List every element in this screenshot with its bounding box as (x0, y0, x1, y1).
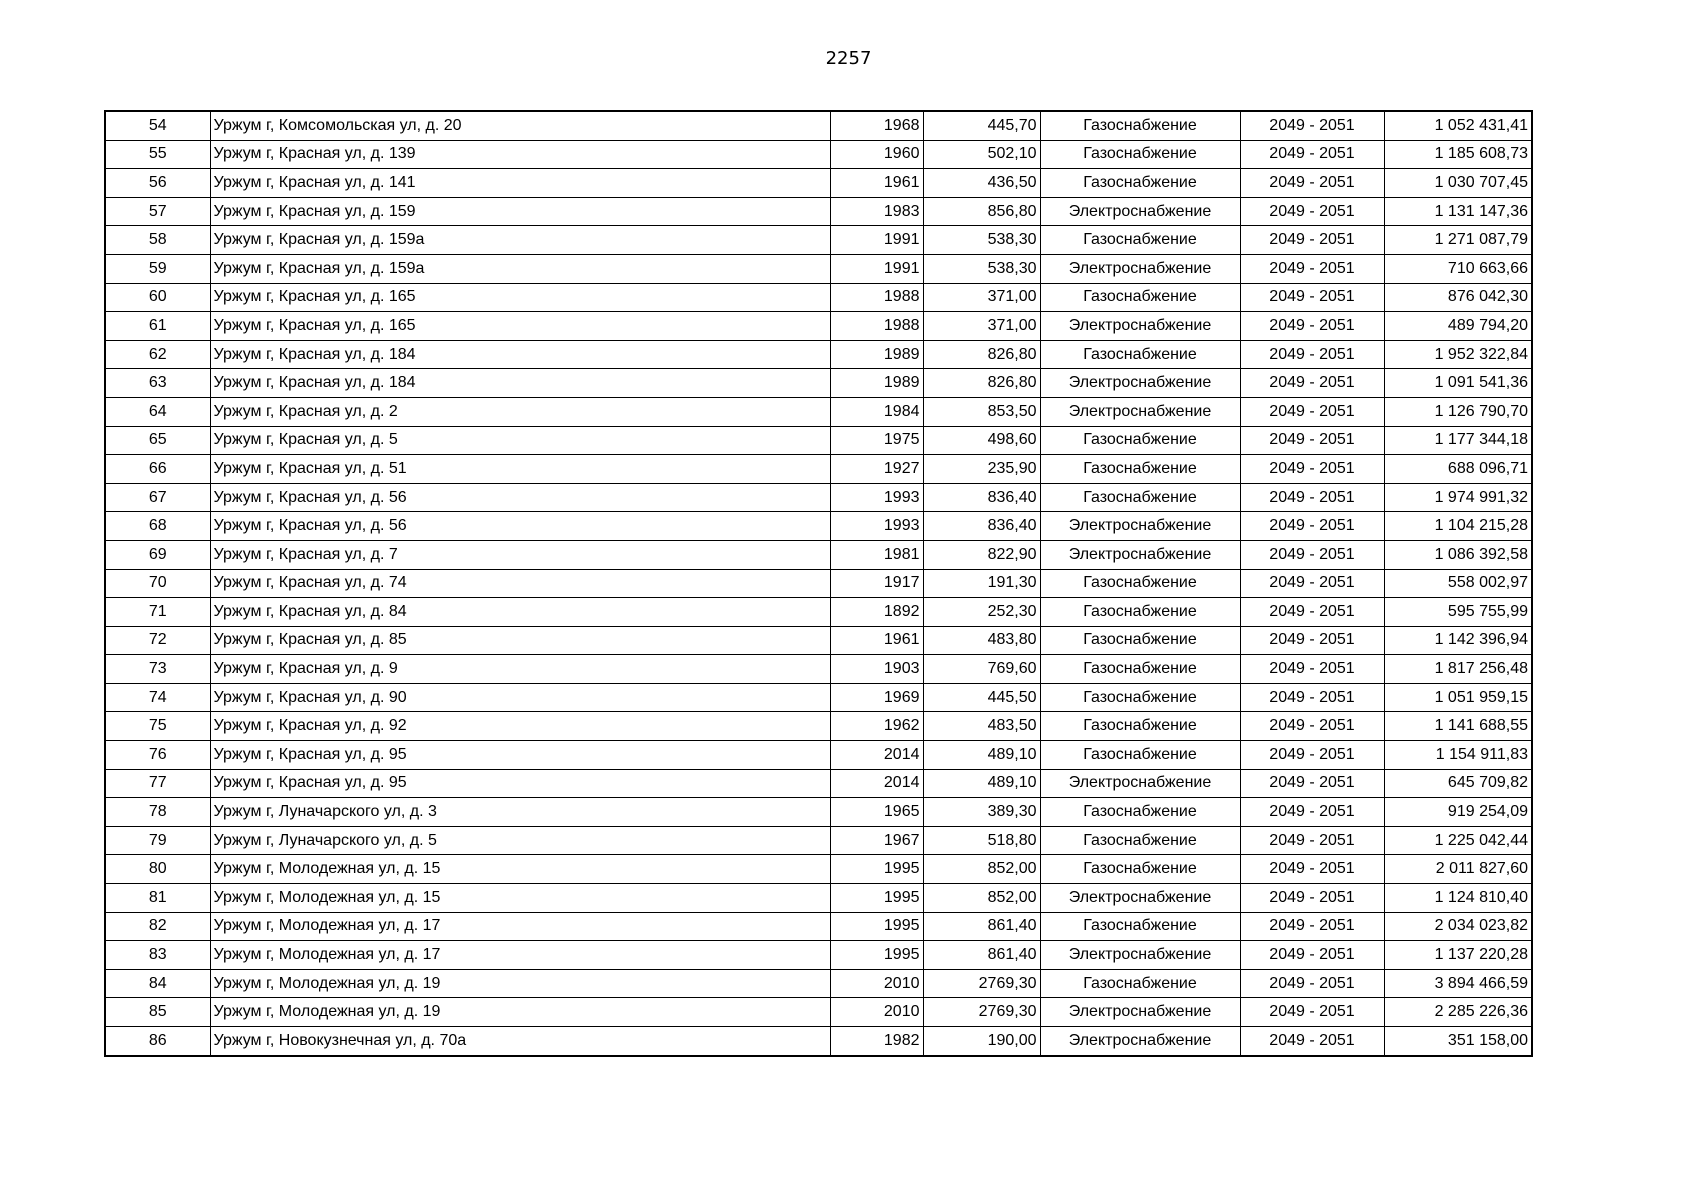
area-cell: 502,10 (923, 140, 1040, 169)
table-body (105, 111, 1532, 1056)
table-row (105, 655, 1532, 684)
year-built-cell: 1995 (830, 884, 923, 913)
table-row (105, 598, 1532, 627)
table-row (105, 340, 1532, 369)
period-cell: 2049 - 2051 (1240, 369, 1384, 398)
row-number-cell: 62 (105, 340, 210, 369)
address-cell: Уржум г, Красная ул, д. 74 (210, 569, 830, 598)
cost-cell: 1 952 322,84 (1384, 340, 1532, 369)
address-cell: Уржум г, Красная ул, д. 159а (210, 254, 830, 283)
year-built-cell: 1961 (830, 169, 923, 198)
period-cell: 2049 - 2051 (1240, 254, 1384, 283)
address-cell: Уржум г, Красная ул, д. 9 (210, 655, 830, 684)
year-built-cell: 1984 (830, 397, 923, 426)
address-cell: Уржум г, Красная ул, д. 5 (210, 426, 830, 455)
service-type-cell: Газоснабжение (1040, 683, 1240, 712)
service-type-cell: Электроснабжение (1040, 254, 1240, 283)
year-built-cell: 1969 (830, 683, 923, 712)
area-cell: 538,30 (923, 226, 1040, 255)
cost-cell: 1 030 707,45 (1384, 169, 1532, 198)
row-number-cell: 55 (105, 140, 210, 169)
area-cell: 836,40 (923, 483, 1040, 512)
year-built-cell: 1961 (830, 626, 923, 655)
row-number-cell: 58 (105, 226, 210, 255)
year-built-cell: 1982 (830, 1027, 923, 1056)
cost-cell: 1 817 256,48 (1384, 655, 1532, 684)
cost-cell: 3 894 466,59 (1384, 969, 1532, 998)
table-row (105, 512, 1532, 541)
area-cell: 235,90 (923, 455, 1040, 484)
service-type-cell: Газоснабжение (1040, 712, 1240, 741)
service-type-cell: Электроснабжение (1040, 312, 1240, 341)
area-cell: 436,50 (923, 169, 1040, 198)
year-built-cell: 1988 (830, 283, 923, 312)
row-number-cell: 80 (105, 855, 210, 884)
area-cell: 538,30 (923, 254, 1040, 283)
table-row (105, 283, 1532, 312)
service-type-cell: Электроснабжение (1040, 397, 1240, 426)
address-cell: Уржум г, Молодежная ул, д. 15 (210, 884, 830, 913)
table-row (105, 254, 1532, 283)
cost-cell: 2 011 827,60 (1384, 855, 1532, 884)
period-cell: 2049 - 2051 (1240, 798, 1384, 827)
cost-cell: 1 271 087,79 (1384, 226, 1532, 255)
table-row (105, 197, 1532, 226)
service-type-cell: Газоснабжение (1040, 483, 1240, 512)
area-cell: 861,40 (923, 941, 1040, 970)
table-row (105, 741, 1532, 770)
cost-cell: 595 755,99 (1384, 598, 1532, 627)
period-cell: 2049 - 2051 (1240, 169, 1384, 198)
service-type-cell: Электроснабжение (1040, 1027, 1240, 1056)
row-number-cell: 75 (105, 712, 210, 741)
address-cell: Уржум г, Красная ул, д. 184 (210, 369, 830, 398)
cost-cell: 1 051 959,15 (1384, 683, 1532, 712)
address-cell: Уржум г, Новокузнечная ул, д. 70а (210, 1027, 830, 1056)
address-cell: Уржум г, Красная ул, д. 56 (210, 512, 830, 541)
table-row (105, 397, 1532, 426)
year-built-cell: 1962 (830, 712, 923, 741)
row-number-cell: 79 (105, 826, 210, 855)
row-number-cell: 84 (105, 969, 210, 998)
year-built-cell: 1989 (830, 340, 923, 369)
year-built-cell: 1927 (830, 455, 923, 484)
year-built-cell: 1991 (830, 226, 923, 255)
row-number-cell: 71 (105, 598, 210, 627)
period-cell: 2049 - 2051 (1240, 483, 1384, 512)
year-built-cell: 2010 (830, 969, 923, 998)
address-cell: Уржум г, Молодежная ул, д. 17 (210, 941, 830, 970)
service-type-cell: Электроснабжение (1040, 998, 1240, 1027)
period-cell: 2049 - 2051 (1240, 455, 1384, 484)
row-number-cell: 86 (105, 1027, 210, 1056)
period-cell: 2049 - 2051 (1240, 769, 1384, 798)
row-number-cell: 81 (105, 884, 210, 913)
year-built-cell: 1917 (830, 569, 923, 598)
period-cell: 2049 - 2051 (1240, 998, 1384, 1027)
area-cell: 861,40 (923, 912, 1040, 941)
year-built-cell: 2010 (830, 998, 923, 1027)
area-cell: 2769,30 (923, 998, 1040, 1027)
row-number-cell: 74 (105, 683, 210, 712)
row-number-cell: 57 (105, 197, 210, 226)
cost-cell: 919 254,09 (1384, 798, 1532, 827)
period-cell: 2049 - 2051 (1240, 712, 1384, 741)
period-cell: 2049 - 2051 (1240, 855, 1384, 884)
cost-cell: 1 154 911,83 (1384, 741, 1532, 770)
cost-cell: 1 086 392,58 (1384, 540, 1532, 569)
table-row (105, 569, 1532, 598)
area-cell: 371,00 (923, 312, 1040, 341)
period-cell: 2049 - 2051 (1240, 1027, 1384, 1056)
service-type-cell: Газоснабжение (1040, 969, 1240, 998)
cost-cell: 645 709,82 (1384, 769, 1532, 798)
address-cell: Уржум г, Красная ул, д. 141 (210, 169, 830, 198)
year-built-cell: 1967 (830, 826, 923, 855)
area-cell: 826,80 (923, 340, 1040, 369)
area-cell: 389,30 (923, 798, 1040, 827)
address-cell: Уржум г, Молодежная ул, д. 19 (210, 969, 830, 998)
service-type-cell: Газоснабжение (1040, 798, 1240, 827)
area-cell: 371,00 (923, 283, 1040, 312)
address-cell: Уржум г, Луначарского ул, д. 3 (210, 798, 830, 827)
area-cell: 836,40 (923, 512, 1040, 541)
row-number-cell: 67 (105, 483, 210, 512)
period-cell: 2049 - 2051 (1240, 969, 1384, 998)
service-type-cell: Газоснабжение (1040, 569, 1240, 598)
year-built-cell: 1993 (830, 483, 923, 512)
row-number-cell: 54 (105, 111, 210, 140)
area-cell: 445,70 (923, 111, 1040, 140)
service-type-cell: Газоснабжение (1040, 226, 1240, 255)
service-type-cell: Электроснабжение (1040, 369, 1240, 398)
table-row (105, 169, 1532, 198)
area-cell: 489,10 (923, 769, 1040, 798)
service-type-cell: Газоснабжение (1040, 340, 1240, 369)
area-cell: 2769,30 (923, 969, 1040, 998)
address-cell: Уржум г, Красная ул, д. 95 (210, 769, 830, 798)
period-cell: 2049 - 2051 (1240, 683, 1384, 712)
service-type-cell: Электроснабжение (1040, 941, 1240, 970)
service-type-cell: Газоснабжение (1040, 426, 1240, 455)
year-built-cell: 1983 (830, 197, 923, 226)
service-type-cell: Газоснабжение (1040, 169, 1240, 198)
page-number: 2257 (825, 48, 872, 69)
period-cell: 2049 - 2051 (1240, 426, 1384, 455)
table-row (105, 826, 1532, 855)
table-row (105, 226, 1532, 255)
address-cell: Уржум г, Красная ул, д. 92 (210, 712, 830, 741)
service-type-cell: Электроснабжение (1040, 884, 1240, 913)
period-cell: 2049 - 2051 (1240, 826, 1384, 855)
period-cell: 2049 - 2051 (1240, 140, 1384, 169)
cost-cell: 1 225 042,44 (1384, 826, 1532, 855)
area-cell: 769,60 (923, 655, 1040, 684)
cost-cell: 1 126 790,70 (1384, 397, 1532, 426)
service-type-cell: Электроснабжение (1040, 540, 1240, 569)
area-cell: 822,90 (923, 540, 1040, 569)
cost-cell: 876 042,30 (1384, 283, 1532, 312)
address-cell: Уржум г, Красная ул, д. 84 (210, 598, 830, 627)
cost-cell: 1 142 396,94 (1384, 626, 1532, 655)
year-built-cell: 1995 (830, 941, 923, 970)
cost-cell: 1 974 991,32 (1384, 483, 1532, 512)
area-cell: 518,80 (923, 826, 1040, 855)
year-built-cell: 1965 (830, 798, 923, 827)
period-cell: 2049 - 2051 (1240, 598, 1384, 627)
year-built-cell: 1975 (830, 426, 923, 455)
service-type-cell: Газоснабжение (1040, 455, 1240, 484)
table-row (105, 111, 1532, 140)
period-cell: 2049 - 2051 (1240, 283, 1384, 312)
address-cell: Уржум г, Красная ул, д. 85 (210, 626, 830, 655)
row-number-cell: 77 (105, 769, 210, 798)
row-number-cell: 61 (105, 312, 210, 341)
table-row (105, 455, 1532, 484)
service-type-cell: Газоснабжение (1040, 855, 1240, 884)
area-cell: 856,80 (923, 197, 1040, 226)
service-type-cell: Газоснабжение (1040, 741, 1240, 770)
period-cell: 2049 - 2051 (1240, 626, 1384, 655)
table-row (105, 140, 1532, 169)
row-number-cell: 64 (105, 397, 210, 426)
cost-cell: 1 185 608,73 (1384, 140, 1532, 169)
row-number-cell: 59 (105, 254, 210, 283)
period-cell: 2049 - 2051 (1240, 111, 1384, 140)
service-type-cell: Газоснабжение (1040, 111, 1240, 140)
row-number-cell: 68 (105, 512, 210, 541)
service-type-cell: Электроснабжение (1040, 769, 1240, 798)
address-cell: Уржум г, Молодежная ул, д. 15 (210, 855, 830, 884)
cost-cell: 1 137 220,28 (1384, 941, 1532, 970)
area-cell: 445,50 (923, 683, 1040, 712)
area-cell: 853,50 (923, 397, 1040, 426)
address-cell: Уржум г, Комсомольская ул, д. 20 (210, 111, 830, 140)
period-cell: 2049 - 2051 (1240, 226, 1384, 255)
year-built-cell: 1991 (830, 254, 923, 283)
cost-cell: 710 663,66 (1384, 254, 1532, 283)
address-cell: Уржум г, Красная ул, д. 7 (210, 540, 830, 569)
period-cell: 2049 - 2051 (1240, 741, 1384, 770)
cost-cell: 351 158,00 (1384, 1027, 1532, 1056)
row-number-cell: 78 (105, 798, 210, 827)
area-cell: 489,10 (923, 741, 1040, 770)
cost-cell: 2 034 023,82 (1384, 912, 1532, 941)
table-row (105, 683, 1532, 712)
address-cell: Уржум г, Красная ул, д. 165 (210, 283, 830, 312)
year-built-cell: 1968 (830, 111, 923, 140)
year-built-cell: 1903 (830, 655, 923, 684)
address-cell: Уржум г, Красная ул, д. 165 (210, 312, 830, 341)
service-type-cell: Газоснабжение (1040, 912, 1240, 941)
buildings-table (104, 110, 1533, 1057)
cost-cell: 688 096,71 (1384, 455, 1532, 484)
area-cell: 191,30 (923, 569, 1040, 598)
service-type-cell: Газоснабжение (1040, 826, 1240, 855)
period-cell: 2049 - 2051 (1240, 884, 1384, 913)
period-cell: 2049 - 2051 (1240, 340, 1384, 369)
cost-cell: 1 104 215,28 (1384, 512, 1532, 541)
service-type-cell: Газоснабжение (1040, 140, 1240, 169)
row-number-cell: 82 (105, 912, 210, 941)
row-number-cell: 85 (105, 998, 210, 1027)
year-built-cell: 2014 (830, 741, 923, 770)
table-row (105, 855, 1532, 884)
table-row (105, 998, 1532, 1027)
row-number-cell: 65 (105, 426, 210, 455)
table-row (105, 969, 1532, 998)
row-number-cell: 72 (105, 626, 210, 655)
period-cell: 2049 - 2051 (1240, 569, 1384, 598)
table-row (105, 426, 1532, 455)
address-cell: Уржум г, Молодежная ул, д. 19 (210, 998, 830, 1027)
row-number-cell: 83 (105, 941, 210, 970)
table-row (105, 798, 1532, 827)
year-built-cell: 1892 (830, 598, 923, 627)
row-number-cell: 56 (105, 169, 210, 198)
year-built-cell: 2014 (830, 769, 923, 798)
area-cell: 483,80 (923, 626, 1040, 655)
year-built-cell: 1995 (830, 912, 923, 941)
year-built-cell: 1981 (830, 540, 923, 569)
cost-cell: 1 124 810,40 (1384, 884, 1532, 913)
row-number-cell: 76 (105, 741, 210, 770)
year-built-cell: 1988 (830, 312, 923, 341)
period-cell: 2049 - 2051 (1240, 512, 1384, 541)
address-cell: Уржум г, Красная ул, д. 95 (210, 741, 830, 770)
address-cell: Уржум г, Луначарского ул, д. 5 (210, 826, 830, 855)
area-cell: 826,80 (923, 369, 1040, 398)
cost-cell: 2 285 226,36 (1384, 998, 1532, 1027)
cost-cell: 1 177 344,18 (1384, 426, 1532, 455)
table-row (105, 769, 1532, 798)
table-row (105, 483, 1532, 512)
row-number-cell: 63 (105, 369, 210, 398)
table-row (105, 941, 1532, 970)
cost-cell: 1 141 688,55 (1384, 712, 1532, 741)
address-cell: Уржум г, Красная ул, д. 56 (210, 483, 830, 512)
service-type-cell: Газоснабжение (1040, 283, 1240, 312)
service-type-cell: Электроснабжение (1040, 512, 1240, 541)
service-type-cell: Газоснабжение (1040, 598, 1240, 627)
period-cell: 2049 - 2051 (1240, 397, 1384, 426)
address-cell: Уржум г, Красная ул, д. 90 (210, 683, 830, 712)
table-row (105, 312, 1532, 341)
address-cell: Уржум г, Красная ул, д. 2 (210, 397, 830, 426)
period-cell: 2049 - 2051 (1240, 941, 1384, 970)
row-number-cell: 66 (105, 455, 210, 484)
cost-cell: 1 052 431,41 (1384, 111, 1532, 140)
area-cell: 190,00 (923, 1027, 1040, 1056)
area-cell: 498,60 (923, 426, 1040, 455)
address-cell: Уржум г, Красная ул, д. 184 (210, 340, 830, 369)
period-cell: 2049 - 2051 (1240, 312, 1384, 341)
period-cell: 2049 - 2051 (1240, 655, 1384, 684)
area-cell: 252,30 (923, 598, 1040, 627)
table-row (105, 369, 1532, 398)
area-cell: 483,50 (923, 712, 1040, 741)
service-type-cell: Газоснабжение (1040, 655, 1240, 684)
address-cell: Уржум г, Красная ул, д. 139 (210, 140, 830, 169)
cost-cell: 489 794,20 (1384, 312, 1532, 341)
row-number-cell: 70 (105, 569, 210, 598)
period-cell: 2049 - 2051 (1240, 540, 1384, 569)
row-number-cell: 69 (105, 540, 210, 569)
address-cell: Уржум г, Красная ул, д. 51 (210, 455, 830, 484)
service-type-cell: Электроснабжение (1040, 197, 1240, 226)
area-cell: 852,00 (923, 855, 1040, 884)
cost-cell: 558 002,97 (1384, 569, 1532, 598)
table-row (105, 884, 1532, 913)
service-type-cell: Газоснабжение (1040, 626, 1240, 655)
table-row (105, 912, 1532, 941)
table-row (105, 1027, 1532, 1056)
area-cell: 852,00 (923, 884, 1040, 913)
table-row (105, 626, 1532, 655)
row-number-cell: 60 (105, 283, 210, 312)
address-cell: Уржум г, Красная ул, д. 159а (210, 226, 830, 255)
table-row (105, 712, 1532, 741)
year-built-cell: 1989 (830, 369, 923, 398)
cost-cell: 1 091 541,36 (1384, 369, 1532, 398)
year-built-cell: 1960 (830, 140, 923, 169)
cost-cell: 1 131 147,36 (1384, 197, 1532, 226)
period-cell: 2049 - 2051 (1240, 912, 1384, 941)
row-number-cell: 73 (105, 655, 210, 684)
year-built-cell: 1993 (830, 512, 923, 541)
year-built-cell: 1995 (830, 855, 923, 884)
address-cell: Уржум г, Молодежная ул, д. 17 (210, 912, 830, 941)
period-cell: 2049 - 2051 (1240, 197, 1384, 226)
address-cell: Уржум г, Красная ул, д. 159 (210, 197, 830, 226)
table-row (105, 540, 1532, 569)
